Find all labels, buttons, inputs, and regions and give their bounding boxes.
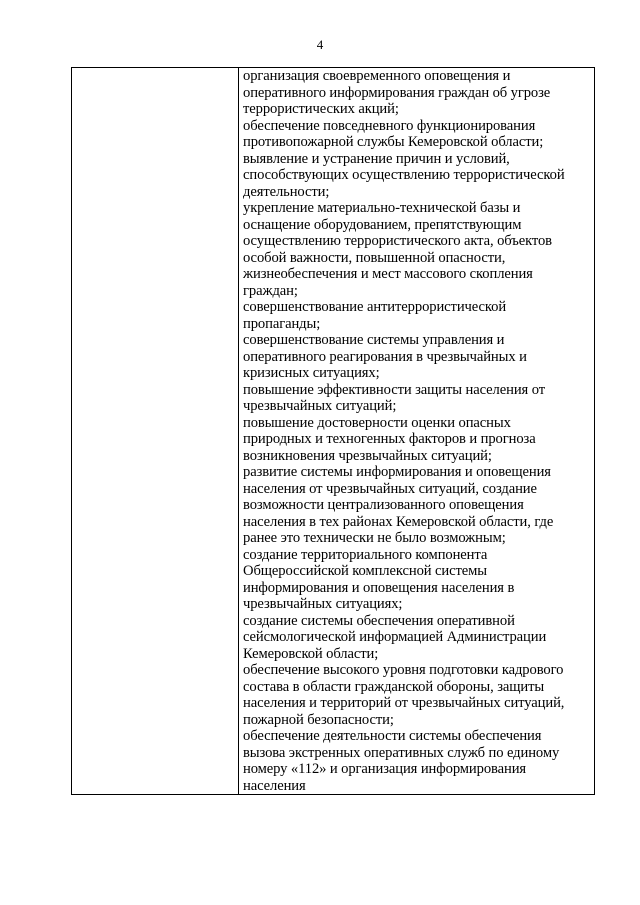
text-line: чрезвычайных ситуаций;: [243, 398, 397, 414]
text-line: оперативного реагирования в чрезвычайных и: [243, 348, 527, 365]
text-line: обеспечение деятельности системы обеспечения: [243, 728, 542, 744]
table-row: [72, 68, 595, 795]
text-line: возникновения чрезвычайных ситуаций;: [243, 447, 492, 464]
text-line: оперативного информирования граждан об угрозе: [243, 84, 551, 101]
text-line: террористических акций;: [243, 101, 399, 117]
text-line: сейсмологической информацией Администрации: [243, 629, 547, 645]
text-line: природных и техногенных факторов и прогноза: [243, 431, 536, 447]
text-line: повышение достоверности оценки опасных: [243, 414, 511, 431]
text-line: граждан;: [243, 282, 298, 299]
text-line: Общероссийской комплексной системы: [243, 563, 487, 579]
text-line: способствующих осуществлению террористической: [243, 167, 565, 183]
text-line: вызова экстренных оперативных служб по единому: [243, 744, 560, 761]
text-line: противопожарной службы Кемеровской области;: [243, 134, 544, 150]
text-line: организация своевременного оповещения и: [243, 68, 511, 84]
text-line: населения в тех районах Кемеровской области, где: [243, 513, 554, 530]
text-line: пожарной безопасности;: [243, 711, 394, 728]
text-line: ранее это технически не было возможным;: [243, 530, 506, 546]
text-line: выявление и устранение причин и условий,: [243, 150, 510, 167]
text-line: кризисных ситуациях;: [243, 365, 380, 381]
text-line: состава в области гражданской обороны, защиты: [243, 678, 545, 695]
page-number: 4: [316, 37, 324, 52]
text-line: обеспечение повседневного функционирования: [243, 117, 536, 134]
text-line: укрепление материально-технической базы и: [243, 200, 521, 216]
text-line: номеру «112» и организация информирования: [243, 761, 527, 777]
text-line: возможности централизованного оповещения: [243, 497, 524, 513]
document-table: [71, 67, 595, 795]
text-line: повышение эффективности защиты населения от: [243, 381, 545, 398]
text-line: информирования и оповещения населения в: [243, 579, 515, 596]
text-line: создание территориального компонента: [243, 546, 488, 563]
table-cell-right: [239, 68, 595, 795]
text-line: особой важности, повышенной опасности,: [243, 249, 506, 266]
text-line: создание системы обеспечения оперативной: [243, 612, 515, 629]
text-line: деятельности;: [243, 183, 330, 200]
text-line: совершенствование антитеррористической: [243, 299, 507, 315]
text-line: пропаганды;: [243, 315, 321, 332]
text-line: оснащение оборудованием, препятствующим: [243, 216, 522, 233]
text-line: населения от чрезвычайных ситуаций, создание: [243, 480, 537, 497]
text-line: развитие системы информирования и оповещения: [243, 464, 551, 480]
text-line: совершенствование системы управления и: [243, 332, 505, 348]
text-line: жизнеобеспечения и мест массового скопления: [243, 266, 533, 282]
text-line: чрезвычайных ситуациях;: [243, 596, 403, 612]
text-line: Кемеровской области;: [243, 645, 379, 662]
text-block: [239, 68, 594, 794]
table-cell-left: [72, 68, 239, 795]
text-line: населения и территорий от чрезвычайных ситуаций,: [243, 695, 565, 711]
text-line: населения: [243, 777, 306, 794]
text-line: обеспечение высокого уровня подготовки кадрового: [243, 662, 564, 678]
text-line: осуществлению террористического акта, объектов: [243, 233, 552, 249]
